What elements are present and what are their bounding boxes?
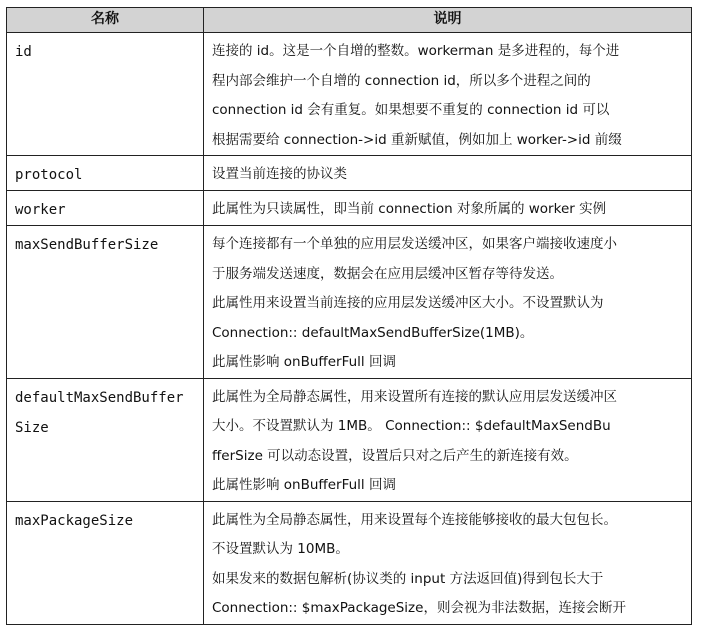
description-line: 此属性影响 onBufferFull 回调 bbox=[212, 354, 396, 370]
property-description-cell bbox=[204, 33, 692, 156]
description-line: 程内部会维护一个自增的 connection id，所以多个进程之间的 bbox=[212, 72, 591, 89]
table-header-row bbox=[7, 8, 692, 33]
description-line: 于服务端发送速度，数据会在应用层缓冲区暂存等待发送。 bbox=[212, 265, 563, 282]
property-description-cell bbox=[204, 378, 692, 501]
property-name-cell bbox=[7, 156, 204, 191]
header-name: 名称 bbox=[7, 8, 204, 33]
description-line: 此属性影响 onBufferFull 回调 bbox=[212, 477, 396, 493]
description-line: Connection:: $maxPackageSize，则会视为非法数据，连接会断开 bbox=[212, 600, 626, 616]
property-name: worker bbox=[15, 202, 66, 218]
properties-table bbox=[6, 7, 692, 625]
table-row bbox=[7, 33, 692, 156]
description-line: 连接的 id。这是一个自增的整数。workerman 是多进程的，每个进 bbox=[212, 43, 620, 59]
property-name: maxPackageSize bbox=[15, 512, 134, 529]
property-description-cell bbox=[204, 501, 692, 624]
property-description-cell bbox=[204, 191, 692, 226]
description-line: 大小。不设置默认为 1MB。 Connection:: $defaultMaxSendBu bbox=[212, 418, 611, 434]
table-row bbox=[7, 191, 692, 226]
property-name-cell bbox=[7, 501, 204, 624]
table-body bbox=[7, 33, 692, 625]
description-line: 此属性为全局静态属性，用来设置每个连接能够接收的最大包包长。 bbox=[212, 511, 617, 528]
property-name: id bbox=[15, 44, 32, 60]
description-line: 此属性为只读属性，即当前 connection 对象所属的 worker 实例 bbox=[212, 201, 607, 217]
table-row bbox=[7, 156, 692, 191]
description-line: connection id 会有重复。如果想要不重复的 connection id 可以 bbox=[212, 102, 610, 118]
description-line: 不设置默认为 10MB。 bbox=[212, 541, 349, 557]
property-name-cell bbox=[7, 378, 204, 501]
property-name: protocol bbox=[15, 167, 83, 183]
description-line: 如果发来的数据包解析(协议类的 input 方法返回值)得到包长大于 bbox=[212, 570, 604, 587]
description-line: 每个连接都有一个单独的应用层发送缓冲区，如果客户端接收速度小 bbox=[212, 236, 617, 252]
property-name: defaultMaxSendBuffer bbox=[15, 389, 184, 406]
property-description-cell bbox=[204, 226, 692, 379]
property-name-cell bbox=[7, 33, 204, 156]
description-line: fferSize 可以动态设置，设置后只对之后产生的新连接有效。 bbox=[212, 447, 578, 464]
description-line: 此属性为全局静态属性，用来设置所有连接的默认应用层发送缓冲区 bbox=[212, 388, 617, 405]
property-name: Size bbox=[15, 419, 49, 436]
description-line: 根据需要给 connection->id 重新赋值，例如加上 worker->id 前缀 bbox=[212, 131, 622, 148]
property-name-cell bbox=[7, 226, 204, 379]
description-line: 设置当前连接的协议类 bbox=[212, 166, 347, 182]
table-row bbox=[7, 226, 692, 379]
table-row bbox=[7, 378, 692, 501]
description-line: Connection:: defaultMaxSendBufferSize(1MB)。 bbox=[212, 324, 534, 341]
header-description: 说明 bbox=[204, 8, 692, 33]
table-row bbox=[7, 501, 692, 624]
property-description-cell bbox=[204, 156, 692, 191]
property-name-cell bbox=[7, 191, 204, 226]
description-line: 此属性用来设置当前连接的应用层发送缓冲区大小。不设置默认为 bbox=[212, 295, 604, 311]
property-name: maxSendBufferSize bbox=[15, 237, 159, 253]
